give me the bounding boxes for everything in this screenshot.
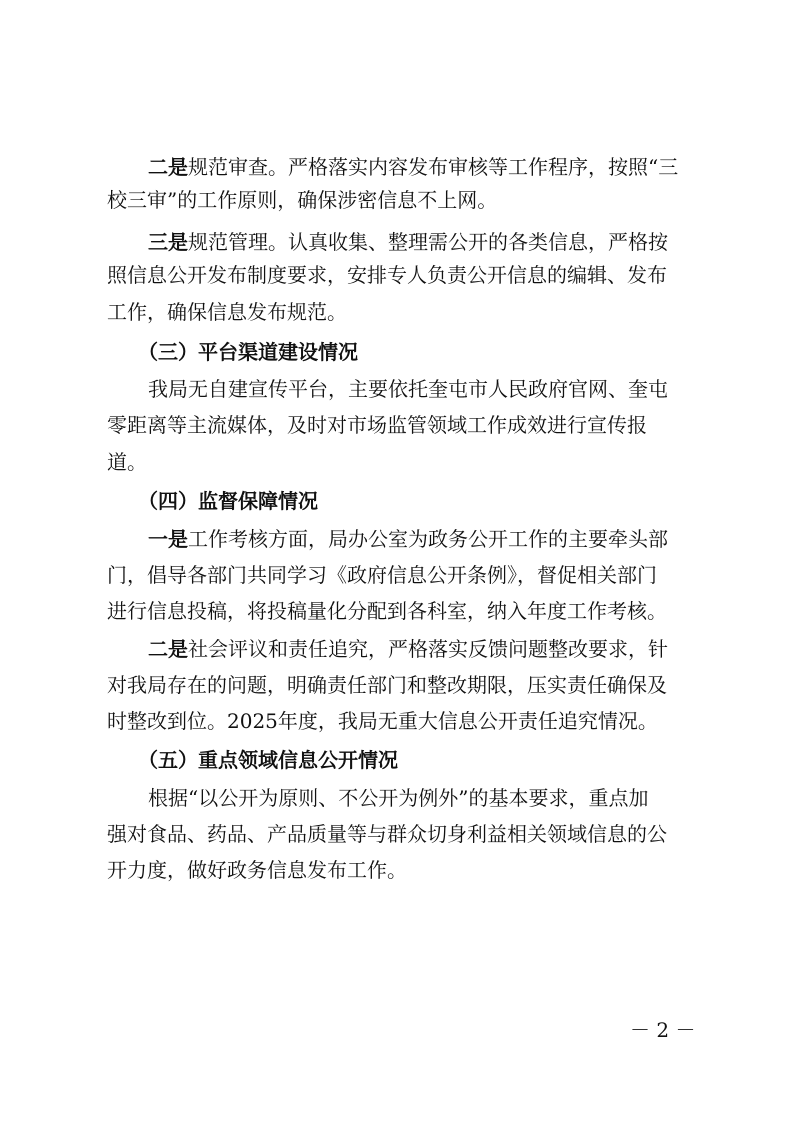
paragraph-lead: 一是 xyxy=(148,527,188,551)
paragraph-text: 道。 xyxy=(107,450,147,474)
paragraph-lead: 三是 xyxy=(148,230,188,254)
paragraph-line xyxy=(0,822,793,846)
paragraph-text: 照信息公开发布制度要求，安排专人负责公开信息的编辑、发布 xyxy=(107,263,667,287)
paragraph-text: 校三审”的工作原则，确保涉密信息不上网。 xyxy=(107,188,498,212)
section-heading xyxy=(0,748,793,772)
section-heading-text: （三）平台渠道建设情况 xyxy=(138,340,358,364)
paragraph-text: 强对食品、药品、产品质量等与群众切身利益相关领域信息的公 xyxy=(107,822,667,846)
paragraph-line xyxy=(0,599,793,623)
paragraph-line xyxy=(0,377,793,401)
paragraph-text: 门，倡导各部门共同学习《政府信息公开条例》，督促相关部门 xyxy=(107,563,657,587)
paragraph-lead: 二是 xyxy=(148,155,188,179)
paragraph-text: 规范管理。认真收集、整理需公开的各类信息，严格按 xyxy=(188,230,668,254)
paragraph-line xyxy=(0,673,793,697)
section-heading xyxy=(0,340,793,364)
paragraph-text: 进行信息投稿，将投稿量化分配到各科室，纳入年度工作考核。 xyxy=(107,599,667,623)
paragraph-text: 我局无自建宣传平台，主要依托奎屯市人民政府官网、奎屯 xyxy=(148,377,668,401)
paragraph-line xyxy=(0,786,793,810)
paragraph-text: 时整改到位。2025年度，我局无重大信息公开责任追究情况。 xyxy=(107,709,658,733)
paragraph-text: 社会评议和责任追究，严格落实反馈问题整改要求，针 xyxy=(188,637,668,661)
paragraph-text: 对我局存在的问题，明确责任部门和整改期限，压实责任确保及 xyxy=(107,673,667,697)
paragraph-text: 规范审查。严格落实内容发布审核等工作程序，按照“三 xyxy=(188,155,679,179)
paragraph-line xyxy=(0,300,793,324)
section-heading-text: （四）监督保障情况 xyxy=(138,489,318,513)
section-heading xyxy=(0,489,793,513)
paragraph-text: 零距离等主流媒体，及时对市场监管领域工作成效进行宣传报 xyxy=(107,413,647,437)
paragraph-text: 工作考核方面，局办公室为政务公开工作的主要牵头部 xyxy=(188,527,668,551)
paragraph-line xyxy=(0,263,793,287)
paragraph-text: 开力度，做好政务信息发布工作。 xyxy=(107,858,407,882)
paragraph-line xyxy=(0,637,793,661)
paragraph-line xyxy=(0,188,793,212)
paragraph-text: 工作，确保信息发布规范。 xyxy=(107,300,347,324)
paragraph-line xyxy=(0,413,793,437)
paragraph-line xyxy=(0,230,793,254)
page-number: － 2 － xyxy=(630,1018,696,1042)
paragraph-line xyxy=(0,155,793,179)
paragraph-lead: 二是 xyxy=(148,637,188,661)
paragraph-line xyxy=(0,709,793,733)
paragraph-line xyxy=(0,450,793,474)
paragraph-line xyxy=(0,527,793,551)
paragraph-text: 根据“以公开为原则、不公开为例外”的基本要求，重点加 xyxy=(148,786,649,810)
paragraph-line xyxy=(0,858,793,882)
paragraph-line xyxy=(0,563,793,587)
section-heading-text: （五）重点领域信息公开情况 xyxy=(138,748,398,772)
